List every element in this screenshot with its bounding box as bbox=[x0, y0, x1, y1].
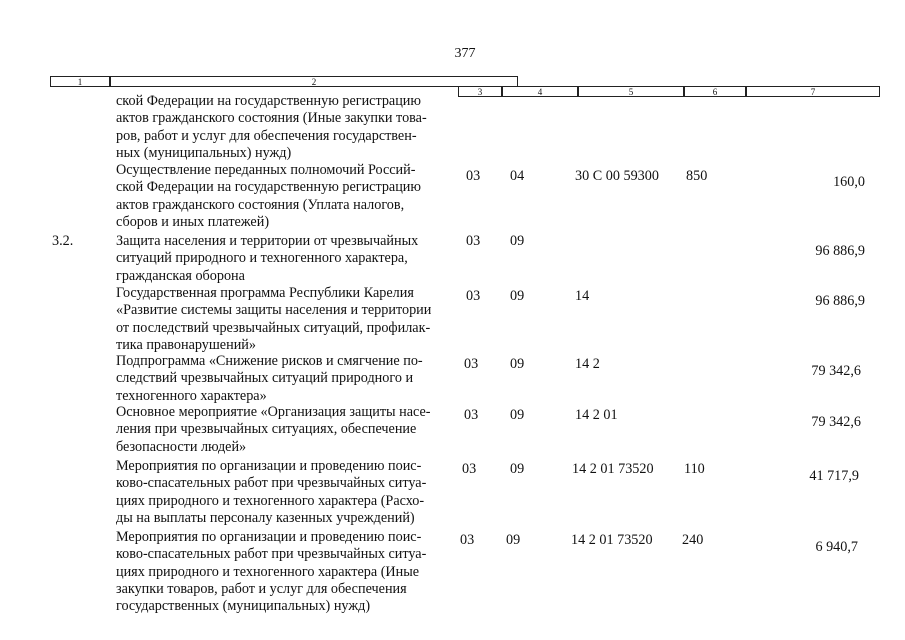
row-description bbox=[116, 162, 456, 231]
target-article-code: 14 bbox=[575, 288, 590, 304]
description-line: тика правонарушений» bbox=[116, 336, 256, 353]
section-code: 03 bbox=[464, 356, 479, 372]
section-code: 03 bbox=[466, 288, 481, 304]
description-line: техногенного характера» bbox=[116, 387, 267, 404]
description-line: Защита населения и территории от чрезвычайных bbox=[116, 233, 419, 249]
target-article-code: 14 2 bbox=[575, 356, 600, 372]
description-line: ской Федерации на государственную регистрацию bbox=[116, 179, 422, 196]
description-line: государственных (муниципальных) нужд) bbox=[116, 598, 371, 615]
description-line: Основное мероприятие «Организация защиты насе- bbox=[116, 404, 431, 420]
description-line: от последствий чрезвычайных ситуаций, профилак- bbox=[116, 319, 431, 336]
description-line: Мероприятия по организации и проведению поис- bbox=[116, 458, 422, 474]
section-code: 03 bbox=[466, 168, 481, 184]
amount: 96 886,9 bbox=[815, 243, 865, 259]
expense-type-code: 110 bbox=[684, 461, 705, 477]
subsection-code: 09 bbox=[510, 407, 525, 423]
subsection-code: 09 bbox=[510, 461, 525, 477]
section-code: 03 bbox=[466, 233, 481, 249]
amount: 96 886,9 bbox=[815, 293, 865, 309]
description-line: закупки товаров, работ и услуг для обеспечения bbox=[116, 580, 407, 597]
amount: 79 342,6 bbox=[811, 363, 861, 379]
expense-type-code: 850 bbox=[686, 168, 708, 184]
description-line: ды на выплаты персоналу казенных учреждений) bbox=[116, 509, 415, 526]
row-number: 3.2. bbox=[52, 233, 74, 249]
header-cell-1: 1 bbox=[50, 76, 110, 87]
row-description bbox=[116, 233, 456, 285]
description-line: ров, работ и услуг для обеспечения государствен- bbox=[116, 127, 417, 144]
row-description bbox=[116, 458, 456, 527]
description-line: сборов и иных платежей) bbox=[116, 213, 270, 230]
row-description bbox=[116, 529, 456, 615]
description-line: Мероприятия по организации и проведению поис- bbox=[116, 529, 422, 545]
amount: 41 717,9 bbox=[809, 468, 859, 484]
header-cell-3: 3 bbox=[458, 86, 502, 97]
section-code: 03 bbox=[462, 461, 477, 477]
row-description bbox=[116, 404, 456, 456]
description-line: ления при чрезвычайных ситуациях, обеспечение bbox=[116, 421, 417, 438]
row-description bbox=[116, 285, 456, 354]
description-line: циях природного и техногенного характера (Иные bbox=[116, 563, 420, 580]
amount: 79 342,6 bbox=[811, 414, 861, 430]
expense-type-code: 240 bbox=[682, 532, 704, 548]
subsection-code: 04 bbox=[510, 168, 525, 184]
header-cell-5: 5 bbox=[578, 86, 684, 97]
row-description bbox=[116, 93, 456, 162]
description-line: ково-спасательных работ при чрезвычайных ситуа- bbox=[116, 546, 427, 563]
description-line: циях природного и техногенного характера (Расхо- bbox=[116, 492, 425, 509]
description-line: Государственная программа Республики Карелия bbox=[116, 285, 414, 301]
page-number: 377 bbox=[454, 46, 476, 61]
subsection-code: 09 bbox=[510, 233, 525, 249]
description-line: ных (муниципальных) нужд) bbox=[116, 144, 292, 161]
description-line: Подпрограмма «Снижение рисков и смягчение по- bbox=[116, 353, 423, 369]
row-description bbox=[116, 353, 456, 405]
description-line: ково-спасательных работ при чрезвычайных ситуа- bbox=[116, 475, 427, 492]
amount: 160,0 bbox=[833, 174, 865, 190]
header-cell-2: 2 bbox=[110, 76, 518, 87]
target-article-code: 14 2 01 73520 bbox=[572, 461, 654, 477]
section-code: 03 bbox=[464, 407, 479, 423]
target-article-code: 14 2 01 73520 bbox=[571, 532, 653, 548]
subsection-code: 09 bbox=[510, 356, 525, 372]
description-line: гражданская оборона bbox=[116, 267, 245, 284]
description-line: ской Федерации на государственную регистрацию bbox=[116, 93, 422, 109]
description-line: «Развитие системы защиты населения и территории bbox=[116, 302, 432, 319]
header-cell-6: 6 bbox=[684, 86, 746, 97]
header-cell-7: 7 bbox=[746, 86, 880, 97]
target-article-code: 30 С 00 59300 bbox=[575, 168, 659, 184]
description-line: следствий чрезвычайных ситуаций природного и bbox=[116, 370, 414, 387]
amount: 6 940,7 bbox=[815, 539, 858, 555]
description-line: Осуществление переданных полномочий Россий- bbox=[116, 162, 416, 178]
target-article-code: 14 2 01 bbox=[575, 407, 618, 423]
description-line: ситуаций природного и техногенного характера, bbox=[116, 250, 408, 267]
description-line: актов гражданского состояния (Уплата налогов, bbox=[116, 196, 405, 213]
subsection-code: 09 bbox=[510, 288, 525, 304]
description-line: актов гражданского состояния (Иные закупки това- bbox=[116, 110, 427, 127]
section-code: 03 bbox=[460, 532, 475, 548]
header-cell-4: 4 bbox=[502, 86, 578, 97]
subsection-code: 09 bbox=[506, 532, 521, 548]
description-line: безопасности людей» bbox=[116, 438, 247, 455]
